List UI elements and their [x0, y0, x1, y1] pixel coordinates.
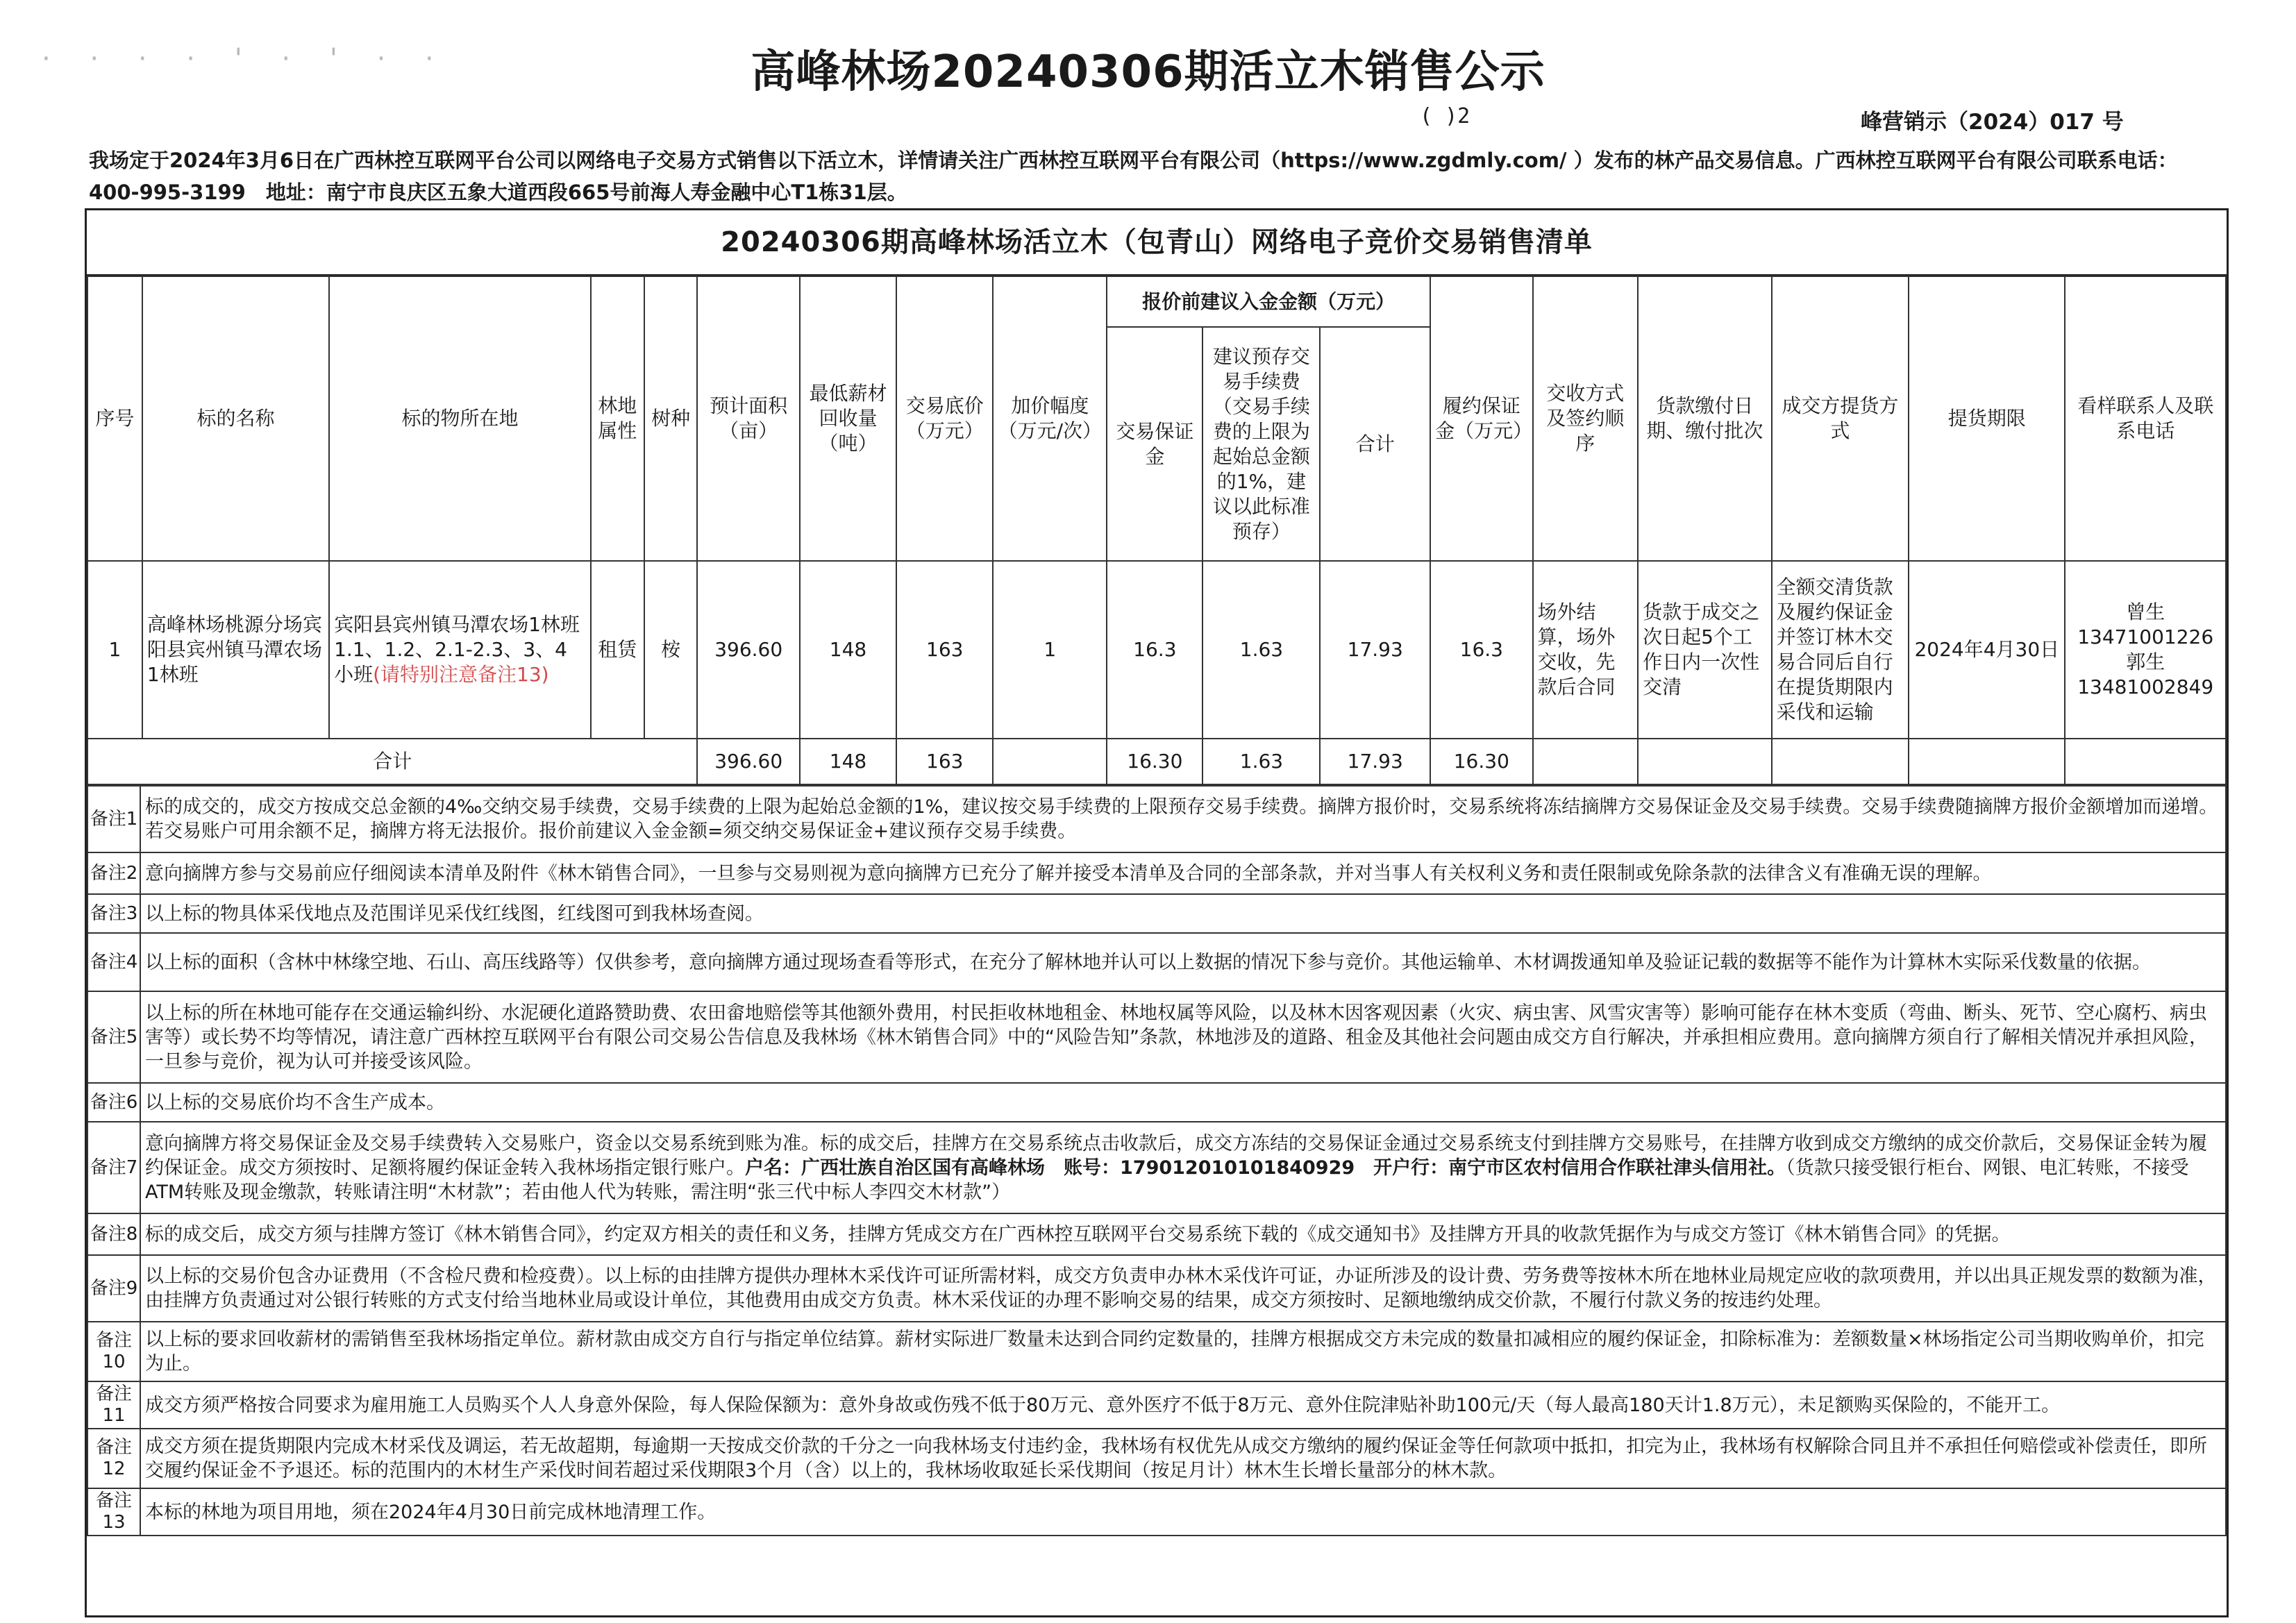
- document-code-faded: ( )2: [1420, 104, 1470, 128]
- cell-area: 396.60: [697, 561, 799, 739]
- note-text: 以上标的所在林地可能存在交通运输纠纷、水泥硬化道路赞助费、农田畲地赔偿等其他额外费用，村民拒收林地租金、林地权属等风险，以及林木因客观因素（火灾、病虫害、风雪灾害等）影响可能存在林木变质（弯曲、断头、死节、空心腐朽、病虫害等）或长势不均等情况，请注意广西林控互联网平台有限公司交易公告信息及我林场《林木销售合同》中的“风险告知”条款，林地涉及的道路、租金及其他社会问题由成交方自行解决，并承担相应费用。意向摘牌方须自行了解相关情况并承担风险，一旦参与竞价，视为认可并接受该风险。: [140, 991, 2226, 1083]
- note-text: 以上标的要求回收薪材的需销售至我林场指定单位。薪材款由成交方自行与指定单位结算。薪材实际进厂数量未达到合同约定数量的，挂牌方根据成交方未完成的数量扣减相应的履约保证金，扣除标准为：差额数量×林场指定公司当期收购单价，扣完为止。: [140, 1322, 2226, 1381]
- note-label: 备注3: [87, 894, 140, 933]
- cell-base-price: 163: [896, 561, 993, 739]
- col-location: 标的物所在地: [329, 276, 591, 561]
- note-row: [87, 1322, 2226, 1381]
- col-seq: 序号: [87, 276, 142, 561]
- contact-phone-1: 13471001226: [2077, 625, 2214, 648]
- note-row: [87, 1381, 2226, 1429]
- note-label: 备注6: [87, 1083, 140, 1122]
- col-base-price: 交易底价（万元）: [896, 276, 993, 561]
- cell-land: 租赁: [591, 561, 644, 739]
- total-increment: [993, 739, 1107, 784]
- total-empty: [1772, 739, 1909, 784]
- cell-species: 桉: [644, 561, 698, 739]
- total-fee: 1.63: [1203, 739, 1320, 784]
- cell-perf: 16.3: [1430, 561, 1532, 739]
- note-row: [87, 1122, 2226, 1213]
- col-delivery: 交收方式及签约顺序: [1533, 276, 1639, 561]
- col-fee: 建议预存交易手续费（交易手续费的上限为起始总金额的1%，建议以此标准预存）: [1203, 327, 1320, 561]
- note-row: [87, 786, 2226, 852]
- note-7-text-1: 意向摘牌方将交易保证金及交易手续费转入交易账户，资金以交易系统到账为准。标的成交后，挂牌方在交易系统点击收款后，成交方冻结的交易保证金通过交易系统支付到挂牌方交易账号，在挂牌方收到成交方缴纳的成交价款后，交易保证金转为履约保证金。成交方须按时、足额将履约保证金转入我林场指定银行账户。: [145, 1132, 2207, 1179]
- list-title: 20240306期高峰林场活立木（包青山）网络电子竞价交易销售清单: [87, 210, 2227, 276]
- note-label: 备注1: [87, 786, 140, 852]
- bank-account-info: 户名：广西壮族自治区国有高峰林场 账号：17901201010184092​9 开户行：南宁市区农村信用合作联社津头信用社。: [745, 1157, 1786, 1179]
- note-row: [87, 1083, 2226, 1122]
- note-row: [87, 1255, 2226, 1322]
- cell-location: [329, 561, 591, 739]
- note-text: 本标的林地为项目用地，须在2024年4月30日前完成林地清理工作。: [140, 1488, 2226, 1536]
- location-text: 宾阳县宾州镇马潭农场1林班1.1、1.2、2.1-2.3、3、4小班: [334, 613, 580, 686]
- note-row: [87, 1429, 2226, 1488]
- note-text: [140, 1122, 2226, 1213]
- sales-table: [87, 276, 2227, 785]
- document-number: 峰营销示（2024）017 号: [1861, 110, 2124, 135]
- cell-deadline: 2024年4月30日: [1909, 561, 2065, 739]
- cell-seq: 1: [87, 561, 142, 739]
- note-label: 备注5: [87, 991, 140, 1083]
- col-deposit: 交易保证金: [1107, 327, 1203, 561]
- col-deadline: 提货期限: [1909, 276, 2065, 561]
- note-row: [87, 933, 2226, 991]
- note-7-text-2: （货款只接受银行柜台、网银、电汇转账，不接受ATM转账及现金缴款，转账请注明“木材款”；若由他人代为转账，需注明“张三代中标人李四交木材款”）: [145, 1157, 2189, 1203]
- cell-deposit: 16.3: [1107, 561, 1203, 739]
- col-payment: 货款缴付日期、缴付批次: [1638, 276, 1771, 561]
- cell-pickup: 全额交清货款及履约保证金并签订林木交易合同后自行在提货期限内采伐和运输: [1772, 561, 1909, 739]
- note-row: [87, 1213, 2226, 1255]
- total-empty: [2065, 739, 2226, 784]
- cell-min-wood: 148: [800, 561, 896, 739]
- cell-sum: 17.93: [1320, 561, 1430, 739]
- note-row: [87, 1488, 2226, 1536]
- note-label: 备注12: [87, 1429, 140, 1488]
- note-text: 以上标的面积（含林中林缘空地、石山、高压线路等）仅供参考，意向摘牌方通过现场查看等形式，在充分了解林地并认可以上数据的情况下参与竞价。其他运输单、木材调拨通知单及验证记载的数据等不能作为计算林木实际采伐数量的依据。: [140, 933, 2226, 991]
- col-name: 标的名称: [142, 276, 329, 561]
- col-group-deposit: 报价前建议入金金额（万元）: [1107, 276, 1430, 327]
- note-text: 标的成交后，成交方须与挂牌方签订《林木销售合同》，约定双方相关的责任和义务，挂牌方凭成交方在广西林控互联网平台交易系统下载的《成交通知书》及挂牌方开具的收款凭据作为与成交方签订《林木销售合同》的凭据。: [140, 1213, 2226, 1255]
- cell-contact: [2065, 561, 2226, 739]
- cell-increment: 1: [993, 561, 1107, 739]
- note-row: [87, 991, 2226, 1083]
- contact-name-2: 郭生: [2126, 650, 2165, 673]
- note-label: 备注13: [87, 1488, 140, 1536]
- faded-marks: · · · · ' · ' · ·: [42, 43, 449, 75]
- total-empty: [1638, 739, 1771, 784]
- total-perf: 16.30: [1430, 739, 1532, 784]
- total-empty: [1909, 739, 2065, 784]
- cell-payment: 货款于成交之次日起5个工作日内一次性交清: [1638, 561, 1771, 739]
- col-pickup: 成交方提货方式: [1772, 276, 1909, 561]
- note-label: 备注7: [87, 1122, 140, 1213]
- note-label: 备注2: [87, 852, 140, 894]
- cell-delivery: 场外结算，场外交收，先款后合同: [1533, 561, 1639, 739]
- col-area: 预计面积（亩）: [697, 276, 799, 561]
- cell-name: 高峰林场桃源分场宾阳县宾州镇马潭农场1林班: [142, 561, 329, 739]
- col-sum: 合计: [1320, 327, 1430, 561]
- total-base-price: 163: [896, 739, 993, 784]
- total-empty: [1533, 739, 1639, 784]
- total-area: 396.60: [697, 739, 799, 784]
- location-note: (请特别注意备注13): [373, 663, 549, 686]
- col-increment: 加价幅度（万元/次）: [993, 276, 1107, 561]
- note-text: 以上标的物具体采伐地点及范围详见采伐红线图，红线图可到我林场查阅。: [140, 894, 2226, 933]
- note-text: 以上标的交易底价均不含生产成本。: [140, 1083, 2226, 1122]
- total-min-wood: 148: [800, 739, 896, 784]
- total-sum: 17.93: [1320, 739, 1430, 784]
- note-text: 成交方须在提货期限内完成木材采伐及调运，若无故超期，每逾期一天按成交价款的千分之一向我林场支付违约金，我林场有权优先从成交方缴纳的履约保证金等任何款项中抵扣，扣完为止，我林场有权解除合同且并不承担任何赔偿或补偿责任，即所交履约保证金不予退还。标的范围内的木材生产采伐时间若超过采伐期限3个月（含）以上的，我林场收取延长采伐期间（按足月计）林木生长增长量部分的林木款。: [140, 1429, 2226, 1488]
- contact-phone-2: 13481002849: [2077, 675, 2214, 698]
- table-row: [87, 561, 2226, 739]
- note-label: 备注10: [87, 1322, 140, 1381]
- contact-name-1: 曾生: [2126, 600, 2165, 623]
- page-title: 高峰林场20240306期活立木销售公示: [751, 47, 1545, 98]
- col-min-wood: 最低薪材回收量（吨）: [800, 276, 896, 561]
- note-text: 成交方须严格按合同要求为雇用施工人员购买个人人身意外保险，每人保险保额为：意外身故或伤残不低于80万元、意外医疗不低于8万元、意外住院津贴补助100元/天（每人最高180天计1.8万元），未足额购买保险的，不能开工。: [140, 1381, 2226, 1429]
- note-label: 备注4: [87, 933, 140, 991]
- col-species: 树种: [644, 276, 698, 561]
- sales-list-frame: [85, 208, 2229, 1617]
- note-row: [87, 894, 2226, 933]
- note-label: 备注11: [87, 1381, 140, 1429]
- note-label: 备注8: [87, 1213, 140, 1255]
- total-deposit: 16.30: [1107, 739, 1203, 784]
- note-label: 备注9: [87, 1255, 140, 1322]
- col-land: 林地属性: [591, 276, 644, 561]
- intro-paragraph: 我场定于2024年3月6日在广西林控互联网平台公司以网络电子交易方式销售以下活立木，详情请关注广西林控互联网平台有限公司（https://www.zgdmly.com/ ）发布的林产品交易信息。广西林控互联网平台有限公司联系电话：400-995-3199 地址：南宁市良庆区五象大道西段665号前海人寿金融中心T1栋31层。: [89, 149, 2178, 204]
- totals-row: [87, 739, 2226, 784]
- note-row: [87, 852, 2226, 894]
- col-contact: 看样联系人及联系电话: [2065, 276, 2226, 561]
- note-text: 以上标的交易价包含办证费用（不含检尺费和检疫费）。以上标的由挂牌方提供办理林木采伐许可证所需材料，成交方负责申办林木采伐许可证，办证所涉及的设计费、劳务费等按林木所在地林业局规定应收的款项费用，并以出具正规发票的数额为准，由挂牌方负责通过对公银行转账的方式支付给当地林业局或设计单位，其他费用由成交方负责。林木采伐证的办理不影响交易的结果，成交方须按时、足额地缴纳成交价款，不履行付款义务的按违约处理。: [140, 1255, 2226, 1322]
- col-perf: 履约保证金（万元）: [1430, 276, 1532, 561]
- note-text: 标的成交的，成交方按成交总金额的4‰交纳交易手续费，交易手续费的上限为起始总金额的1%，建议按交易手续费的上限预存交易手续费。摘牌方报价时，交易系统将冻结摘牌方交易保证金及交易手续费。交易手续费随摘牌方报价金额增加而递增。若交易账户可用余额不足，摘牌方将无法报价。报价前建议入金金额=须交纳交易保证金+建议预存交易手续费。: [140, 786, 2226, 852]
- note-text: 意向摘牌方参与交易前应仔细阅读本清单及附件《林木销售合同》，一旦参与交易则视为意向摘牌方已充分了解并接受本清单及合同的全部条款，并对当事人有关权利义务和责任限制或免除条款的法律含义有准确无误的理解。: [140, 852, 2226, 894]
- table-header-row: [87, 276, 2226, 327]
- cell-fee: 1.63: [1203, 561, 1320, 739]
- totals-label: 合计: [87, 739, 697, 784]
- notes-table: [87, 785, 2227, 1536]
